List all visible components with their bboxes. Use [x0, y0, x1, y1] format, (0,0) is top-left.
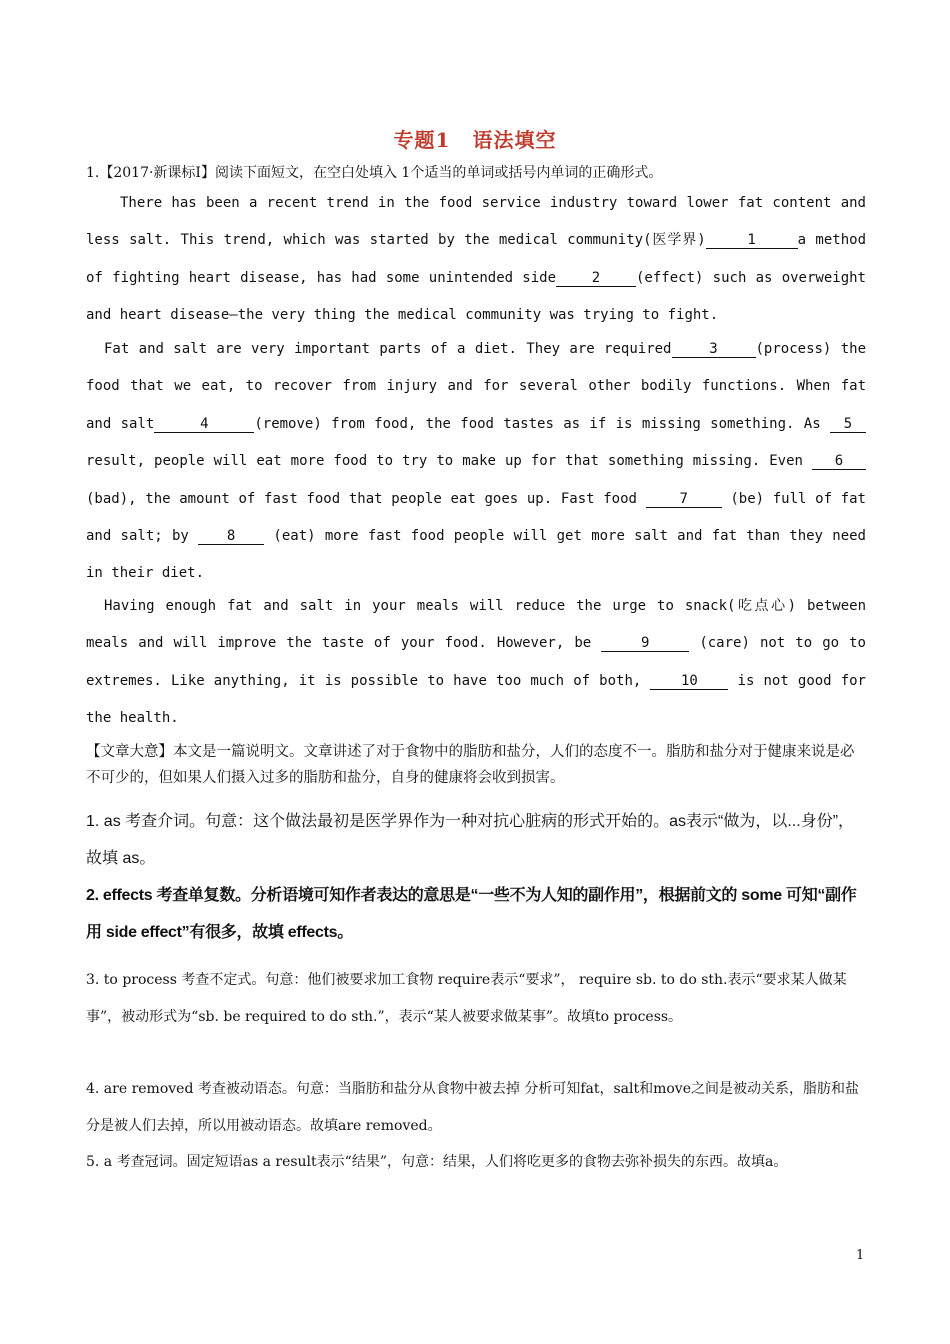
blank-10: 10 [650, 673, 728, 690]
passage-paragraph-3: Having enough fat and salt in your meals will reduce the urge to snack(吃点心) between meals and will improve the taste of your food. However, be 9 (care) not to go to extremes. Like anything, it is possible to have too much of both, 10 is not good for the health. [86, 598, 866, 727]
blank-6: 6 [812, 453, 866, 470]
passage-paragraph-2: Fat and salt are very important parts of a diet. They are required 3 (process) the food that we eat, to recover from injury and for several other bodily functions. When fat and salt 4 (remove) from food, the food tastes as if is missing something. As 5 result, people will eat more food to try to make up for that something missing. Even 6 (bad), the amount of fast food that people eat goes up. Fast food 7 (be) full of fat and salt; by 8 (eat) more fast food people will get more salt and fat than they need in their diet. [86, 341, 867, 582]
question-intro: 1.【2017·新课标Ⅰ】阅读下面短文，在空白处填入 1个适当的单词或括号内单词的正确形式。 [86, 165, 663, 181]
blank-4: 4 [154, 416, 254, 433]
answer-2: 2. effects 考查单复数。分析语境可知作者表达的意思是“一些不为人知的副作用”，根据前文的 some 可知“副作用 side effect”有很多，故填 effects。 [86, 887, 857, 941]
page-number: 1 [856, 1248, 865, 1263]
blank-1: 1 [706, 232, 798, 249]
blank-5: 5 [830, 416, 866, 433]
answer-1: 1. as 考查介词。句意：这个做法最初是医学界作为一种对抗心脏病的形式开始的。as表示“做为，以...身份”，故填 as。 [86, 813, 855, 867]
answer-5: 5. a 考查冠词。固定短语as a result表示“结果”，句意：结果，人们将吃更多的食物去弥补损失的东西。故填a。 [86, 1154, 788, 1170]
title-topic-number: 专题1 [393, 128, 451, 152]
blank-2: 2 [556, 270, 636, 287]
answer-3: 3. to process 考查不定式。句意：他们被要求加工食物 require表示“要求”， require sb. to do sth.表示“要求某人做某事”，被动形式为“sb. be required to do sth.”，表示“某人被要求做某事”。故填to process。 [86, 972, 847, 1025]
title-topic-name: 语法填空 [472, 128, 557, 152]
page-title [0, 124, 950, 153]
article-summary: 【文章大意】本文是一篇说明文。文章讲述了对于食物中的脂肪和盐分，人们的态度不一。脂肪和盐分对于健康来说是必不可少的，但如果人们摄入过多的脂肪和盐分，自身的健康将会收到损害。 [86, 744, 855, 786]
blank-3: 3 [672, 341, 756, 358]
blank-8: 8 [198, 528, 264, 545]
passage-paragraph-1: There has been a recent trend in the food service industry toward lower fat content and less salt. This trend, which was started by the medical community(医学界) 1 a method of fighting heart disease, has had some unintended side 2 (effect) such as overweight and heart disease—the very thing the medical community was trying to fight. [86, 195, 866, 324]
blank-7: 7 [646, 491, 722, 508]
blank-9: 9 [601, 635, 689, 652]
answer-4: 4. are removed 考查被动语态。句意：当脂肪和盐分从食物中被去掉 分析可知fat，salt和move之间是被动关系，脂肪和盐分是被人们去掉，所以用被动语态。故填are removed。 [86, 1081, 860, 1134]
